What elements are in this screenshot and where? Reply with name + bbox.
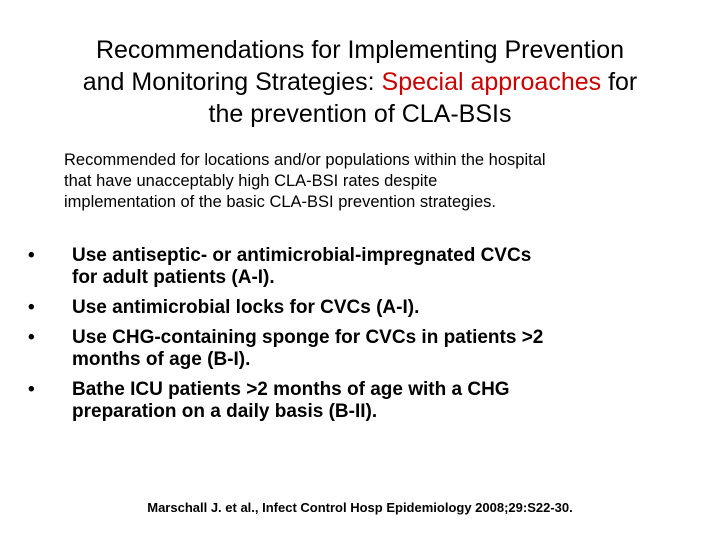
title-line-1: Recommendations for Implementing Prevention bbox=[95, 36, 625, 64]
recommendation-text-4a: Bathe ICU patients >2 months of age with a CHG bbox=[72, 379, 510, 400]
recommendation-text-3a: Use CHG-containing sponge for CVCs in patients >2 bbox=[72, 327, 544, 348]
slide-title bbox=[20, 34, 700, 130]
subtitle-line-2: that have unacceptably high CLA-BSI rates despite bbox=[64, 172, 438, 190]
title-line-2b: for bbox=[601, 68, 638, 96]
title-accent-text: Special approaches bbox=[381, 68, 602, 96]
title-line-3: the prevention of CLA-BSIs bbox=[208, 100, 512, 128]
recommendation-item bbox=[28, 327, 688, 371]
bullet-icon: • bbox=[28, 297, 35, 318]
bullet-icon: • bbox=[28, 245, 35, 266]
title-line-2a: and Monitoring Strategies: bbox=[82, 68, 382, 96]
recommendation-text-4b: preparation on a daily basis (B-II). bbox=[72, 401, 378, 422]
citation: Marschall J. et al., Infect Control Hosp Epidemiology 2008;29:S22-30. bbox=[147, 500, 573, 515]
recommendation-item bbox=[28, 379, 688, 423]
bullet-icon: • bbox=[28, 327, 35, 348]
recommendation-text-2a: Use antimicrobial locks for CVCs (A-I). bbox=[72, 297, 420, 318]
recommendation-text-1a: Use antiseptic- or antimicrobial-impregnated CVCs bbox=[72, 245, 532, 266]
recommendation-item bbox=[28, 245, 688, 289]
recommendation-text-3b: months of age (B-I). bbox=[72, 349, 251, 370]
recommendation-text-1b: for adult patients (A-I). bbox=[72, 267, 275, 288]
bullet-icon: • bbox=[28, 379, 35, 400]
recommendation-list bbox=[28, 245, 688, 431]
recommendation-item bbox=[28, 297, 688, 319]
subtitle-line-3: implementation of the basic CLA-BSI prevention strategies. bbox=[64, 193, 496, 211]
subtitle-line-1: Recommended for locations and/or populations within the hospital bbox=[64, 151, 546, 169]
slide-subtitle bbox=[64, 150, 684, 213]
